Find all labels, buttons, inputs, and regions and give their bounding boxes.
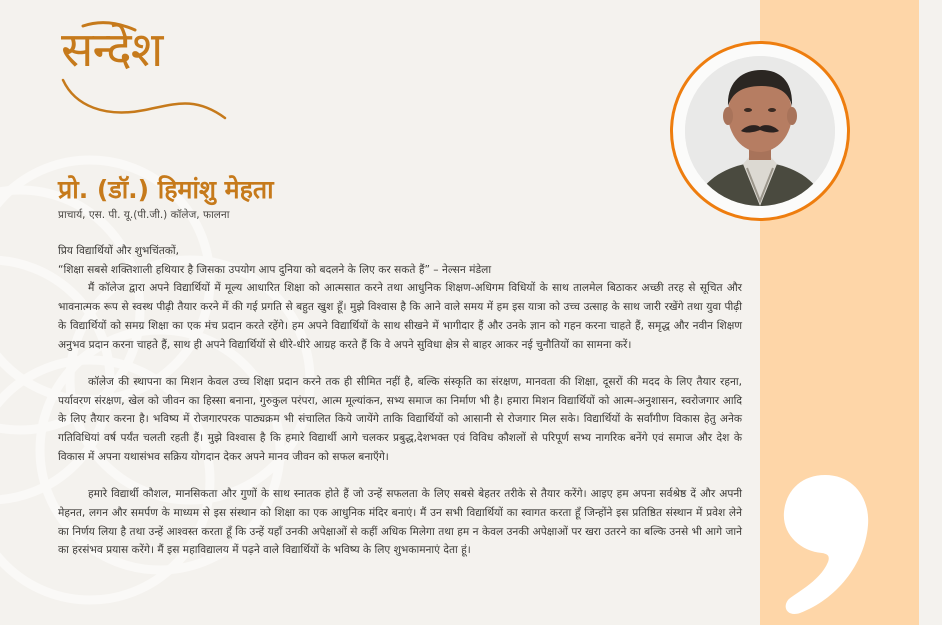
paragraph-spacer (58, 466, 742, 485)
opening-quote: “शिक्षा सबसे शक्तिशाली हथियार है जिसका उपयोग आप दुनिया को बदलने के लिए कर सकते हैं” – नेल्सन मंडेला (58, 263, 492, 276)
salutation: प्रिय विद्यार्थियों और शुभचिंतकों, (58, 245, 180, 257)
message-body (58, 242, 742, 560)
page-title (55, 18, 235, 123)
person-photo-icon (685, 56, 835, 206)
title-text: सन्देश (61, 22, 163, 78)
paragraph-spacer (58, 354, 742, 373)
paragraph-3: हमारे विद्यार्थी कौशल, मानसिकता और गुणों के साथ स्नातक होते हैं जो उन्हें सफलता के लिए सबसे बेहतर तरीके से तैयार करेंगे। आइए हम अपना सर्वश्रेष्ठ दें और अपनी मेहनत, लगन और समर्पण के माध्यम से इस संस्थान को शिक्षा का एक आधुनिक मंदिर बनाएं। मैं उन सभी विद्यार्थियों का स्वागत करता हूँ जिन्होंने इस प्रतिष्ठित संस्थान में प्रवेश लेने का निर्णय लिया है तथा उन्हें आश्वस्त करता हूँ कि उन्हें यहाँ उनकी अपेक्षाओं से कहीं अधिक मिलेगा तथा हम न केवल उनकी अपेक्षाओं पर खरा उतरने का बल्कि उनसे भी आगे जाने का हरसंभव प्रयास करेंगे। मैं इस महाविद्यालय में पढ़ने वाले विद्यार्थियों के भविष्य के लिए शुभकामनाएं देता हूं। (58, 488, 742, 557)
author-name: प्रो. (डॉ.) हिमांशु मेहता (58, 175, 274, 204)
paragraph-1: मैं कॉलेज द्वारा अपने विद्यार्थियों में मूल्य आधारित शिक्षा को आत्मसात करने तथा आधुनिक शिक्षण-अधिगम विधियों के साथ तालमेल बिठाकर अच्छी तरह से सूचित और भावनात्मक रूप से स्वस्थ पीढ़ी तैयार करने में की गई प्रगति से बहुत खुश हूँ। मुझे विश्वास है कि आने वाले समय में हम इस यात्रा को उच्च उत्साह के साथ जारी रखेंगे तथा युवा पीढ़ी के विद्यार्थियों को समग्र शिक्षा का एक मंच प्रदान करते रहेंगे। हम अपने विद्यार्थियों के साथ सीखने में भागीदार हैं और उनके ज्ञान को गहन करना चाहते हैं, समृद्ध और नवीन शिक्षण अनुभव प्रदान करना चाहते हैं, साथ ही अपने विद्यार्थियों से धीरे-धीरे आग्रह करते हैं कि वे अपने सुविधा क्षेत्र से बाहर आकर नई चुनौतियों का सामना करें। (58, 282, 742, 351)
portrait-frame (670, 41, 850, 221)
paragraph-2: कॉलेज की स्थापना का मिशन केवल उच्च शिक्षा प्रदान करने तक ही सीमित नहीं है, बल्कि संस्कृति का संरक्षण, मानवता की शिक्षा, दूसरों की मदद के लिए तैयार रहना, पर्यावरण संरक्षण, खेल को जीवन का हिस्सा बनाना, गुरुकुल परंपरा, आत्म मूल्यांकन, सभ्य समाज का निर्माण भी है। हमारा मिशन विद्यार्थियों को आत्म-अनुशासन, स्वरोजगार आदि के लिए तैयार करना है। भविष्य में रोजगारपरक पाठ्यक्रम भी संचालित किये जायेंगे ताकि विद्यार्थियों को आसानी से रोजगार मिल सके। विद्यार्थियों के सर्वांगीण विकास हेतु अनेक गतिविधियां वर्ष पर्यंत चलती रहती हैं। मुझे विश्वास है कि हमारे विद्यार्थी आगे चलकर प्रबुद्ध,देशभक्त एवं विविध कौशलों से परिपूर्ण सभ्य नागरिक बनेंगे एवं समाज और देश के विकास में अपना यथासंभव सक्रिय योगदान देकर अपने मानव जीवन को सफल बनाएँगे। (58, 375, 742, 463)
author-designation: प्राचार्य, एस. पी. यू.(पी.जी.) कॉलेज, फालना (58, 209, 230, 221)
portrait-photo (685, 56, 835, 206)
closing-quote-icon (780, 470, 880, 620)
